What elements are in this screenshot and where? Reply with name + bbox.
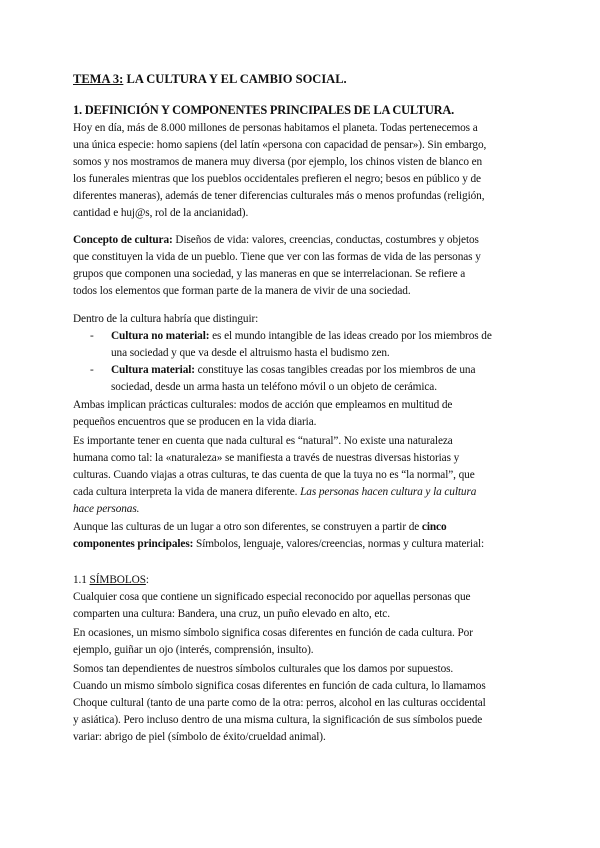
- both-paragraph: [73, 397, 533, 431]
- text-span: Símbolos, lenguaje, valores/creencias, normas y cultura material:: [193, 538, 485, 550]
- text-line: todos los elementos que forman parte de la manera de vivir de una sociedad.: [73, 285, 411, 297]
- text-line: ejemplo, guiñar un ojo (interés, comprensión, insulto).: [73, 644, 314, 656]
- text-line: diferentes maneras), además de tener diferencias culturales más o menos profundas (religión,: [73, 190, 485, 202]
- intro-paragraph: [73, 120, 533, 222]
- text-line: Cuando un mismo símbolo significa cosas diferentes en función de cada cultura, lo llamamos: [73, 680, 486, 692]
- text-line: [73, 484, 533, 501]
- text-line: que constituyen la vida de un pueblo. Tiene que ver con las formas de vida de las personas y: [73, 251, 481, 263]
- italic-quote: Las personas hacen cultura y la cultura: [300, 486, 477, 498]
- text-line: Hoy en día, más de 8.000 millones de personas habitamos el planeta. Todas pertenecemos a: [73, 122, 478, 134]
- symbols-paragraph-2: [73, 625, 533, 659]
- text-line: y asiática). Pero incluso dentro de una misma cultura, la significación de sus símbolos puede: [73, 714, 483, 726]
- italic-quote: hace personas.: [73, 503, 140, 515]
- text-line: sociedad, desde un arma hasta un teléfono móvil o un objeto de cerámica.: [111, 381, 437, 393]
- text-span: :: [145, 574, 149, 586]
- list-bullet: -: [90, 330, 94, 342]
- concept-label: Concepto de cultura:: [73, 234, 173, 246]
- list-item: [73, 328, 533, 362]
- text-line: Choque cultural (tanto de una parte como de la otra: perros, alcohol en las culturas occidental: [73, 697, 486, 709]
- text-line: Ambas implican prácticas culturales: modos de acción que empleamos en multitud de: [73, 399, 453, 411]
- text-line: Dentro de la cultura habría que distinguir:: [73, 313, 259, 325]
- bold-text: componentes principales:: [73, 538, 194, 550]
- text-span: es el mundo intangible de las ideas creado por los miembros de: [209, 330, 492, 342]
- components-paragraph: [73, 519, 533, 553]
- text-line: Cualquier cosa que contiene un significado especial reconocido por aquellas personas que: [73, 591, 471, 603]
- section-heading: 1. DEFINICIÓN Y COMPONENTES PRINCIPALES DE LA CULTURA.: [73, 103, 455, 117]
- list-item: [73, 362, 533, 396]
- text-line: [73, 232, 533, 249]
- text-line: una única especie: homo sapiens (del latín «persona con capacidad de pensar»). Sin embargo,: [73, 139, 487, 151]
- text-line: los funerales mientras que los pueblos occidentales prefieren el negro; besos en público y de: [73, 173, 481, 185]
- document-title: [73, 72, 347, 87]
- subsection-title: SÍMBOLOS: [89, 574, 146, 586]
- list-item-label: Cultura no material:: [111, 330, 210, 342]
- concept-paragraph: [73, 232, 533, 300]
- subsection-number: 1.1: [73, 574, 90, 586]
- list-bullet: -: [90, 364, 94, 376]
- text-line: somos y nos mostramos de manera muy diversa (por ejemplo, los chinos visten de blanco en: [73, 156, 483, 168]
- text-line: humana como tal: la «naturaleza» se manifiesta a través de nuestras diversas historias y: [73, 452, 460, 464]
- symbols-paragraph-3: [73, 661, 533, 746]
- text-line: pequeños encuentros que se producen en la vida diaria.: [73, 416, 317, 428]
- text-span: Diseños de vida: valores, creencias, conductas, costumbres y objetos: [172, 234, 479, 246]
- text-line: En ocasiones, un mismo símbolo significa cosas diferentes en función de cada cultura. Por: [73, 627, 473, 639]
- text-line: [73, 536, 533, 553]
- bold-text: cinco: [421, 521, 447, 533]
- text-line: una sociedad y que va desde el altruismo hasta el budismo zen.: [111, 347, 390, 359]
- text-line: Es importante tener en cuenta que nada cultural es “natural”. No existe una naturaleza: [73, 435, 453, 447]
- list-item-label: Cultura material:: [111, 364, 195, 376]
- title-text: LA CULTURA Y EL CAMBIO SOCIAL.: [123, 72, 347, 86]
- text-line: variar: abrigo de piel (símbolo de éxito/crueldad animal).: [73, 731, 326, 743]
- natural-paragraph: [73, 433, 533, 518]
- subsection-heading: [73, 572, 533, 589]
- text-span: cada cultura interpreta la vida de manera diferente.: [73, 486, 301, 498]
- text-span: Aunque las culturas de un lugar a otro son diferentes, se construyen a partir de: [73, 521, 422, 533]
- within-paragraph: [73, 311, 533, 328]
- text-line: culturas. Cuando viajas a otras culturas, te das cuenta de que la tuya no es “la normal”, que: [73, 469, 475, 481]
- text-span: constituye las cosas tangibles creadas por los miembros de una: [194, 364, 476, 376]
- text-line: comparten una cultura: Bandera, una cruz, un puño elevado en alto, etc.: [73, 608, 390, 620]
- text-line: grupos que componen una sociedad, y las maneras en que se interrelacionan. Se refiere a: [73, 268, 466, 280]
- text-line: Somos tan dependientes de nuestros símbolos culturales que los damos por supuestos.: [73, 663, 454, 675]
- culture-types-list: [73, 328, 533, 396]
- symbols-section: [73, 572, 533, 623]
- title-prefix: TEMA 3:: [73, 72, 124, 86]
- text-line: cantidad e huj@s, rol de la ancianidad).: [73, 207, 249, 219]
- text-line: [73, 519, 533, 536]
